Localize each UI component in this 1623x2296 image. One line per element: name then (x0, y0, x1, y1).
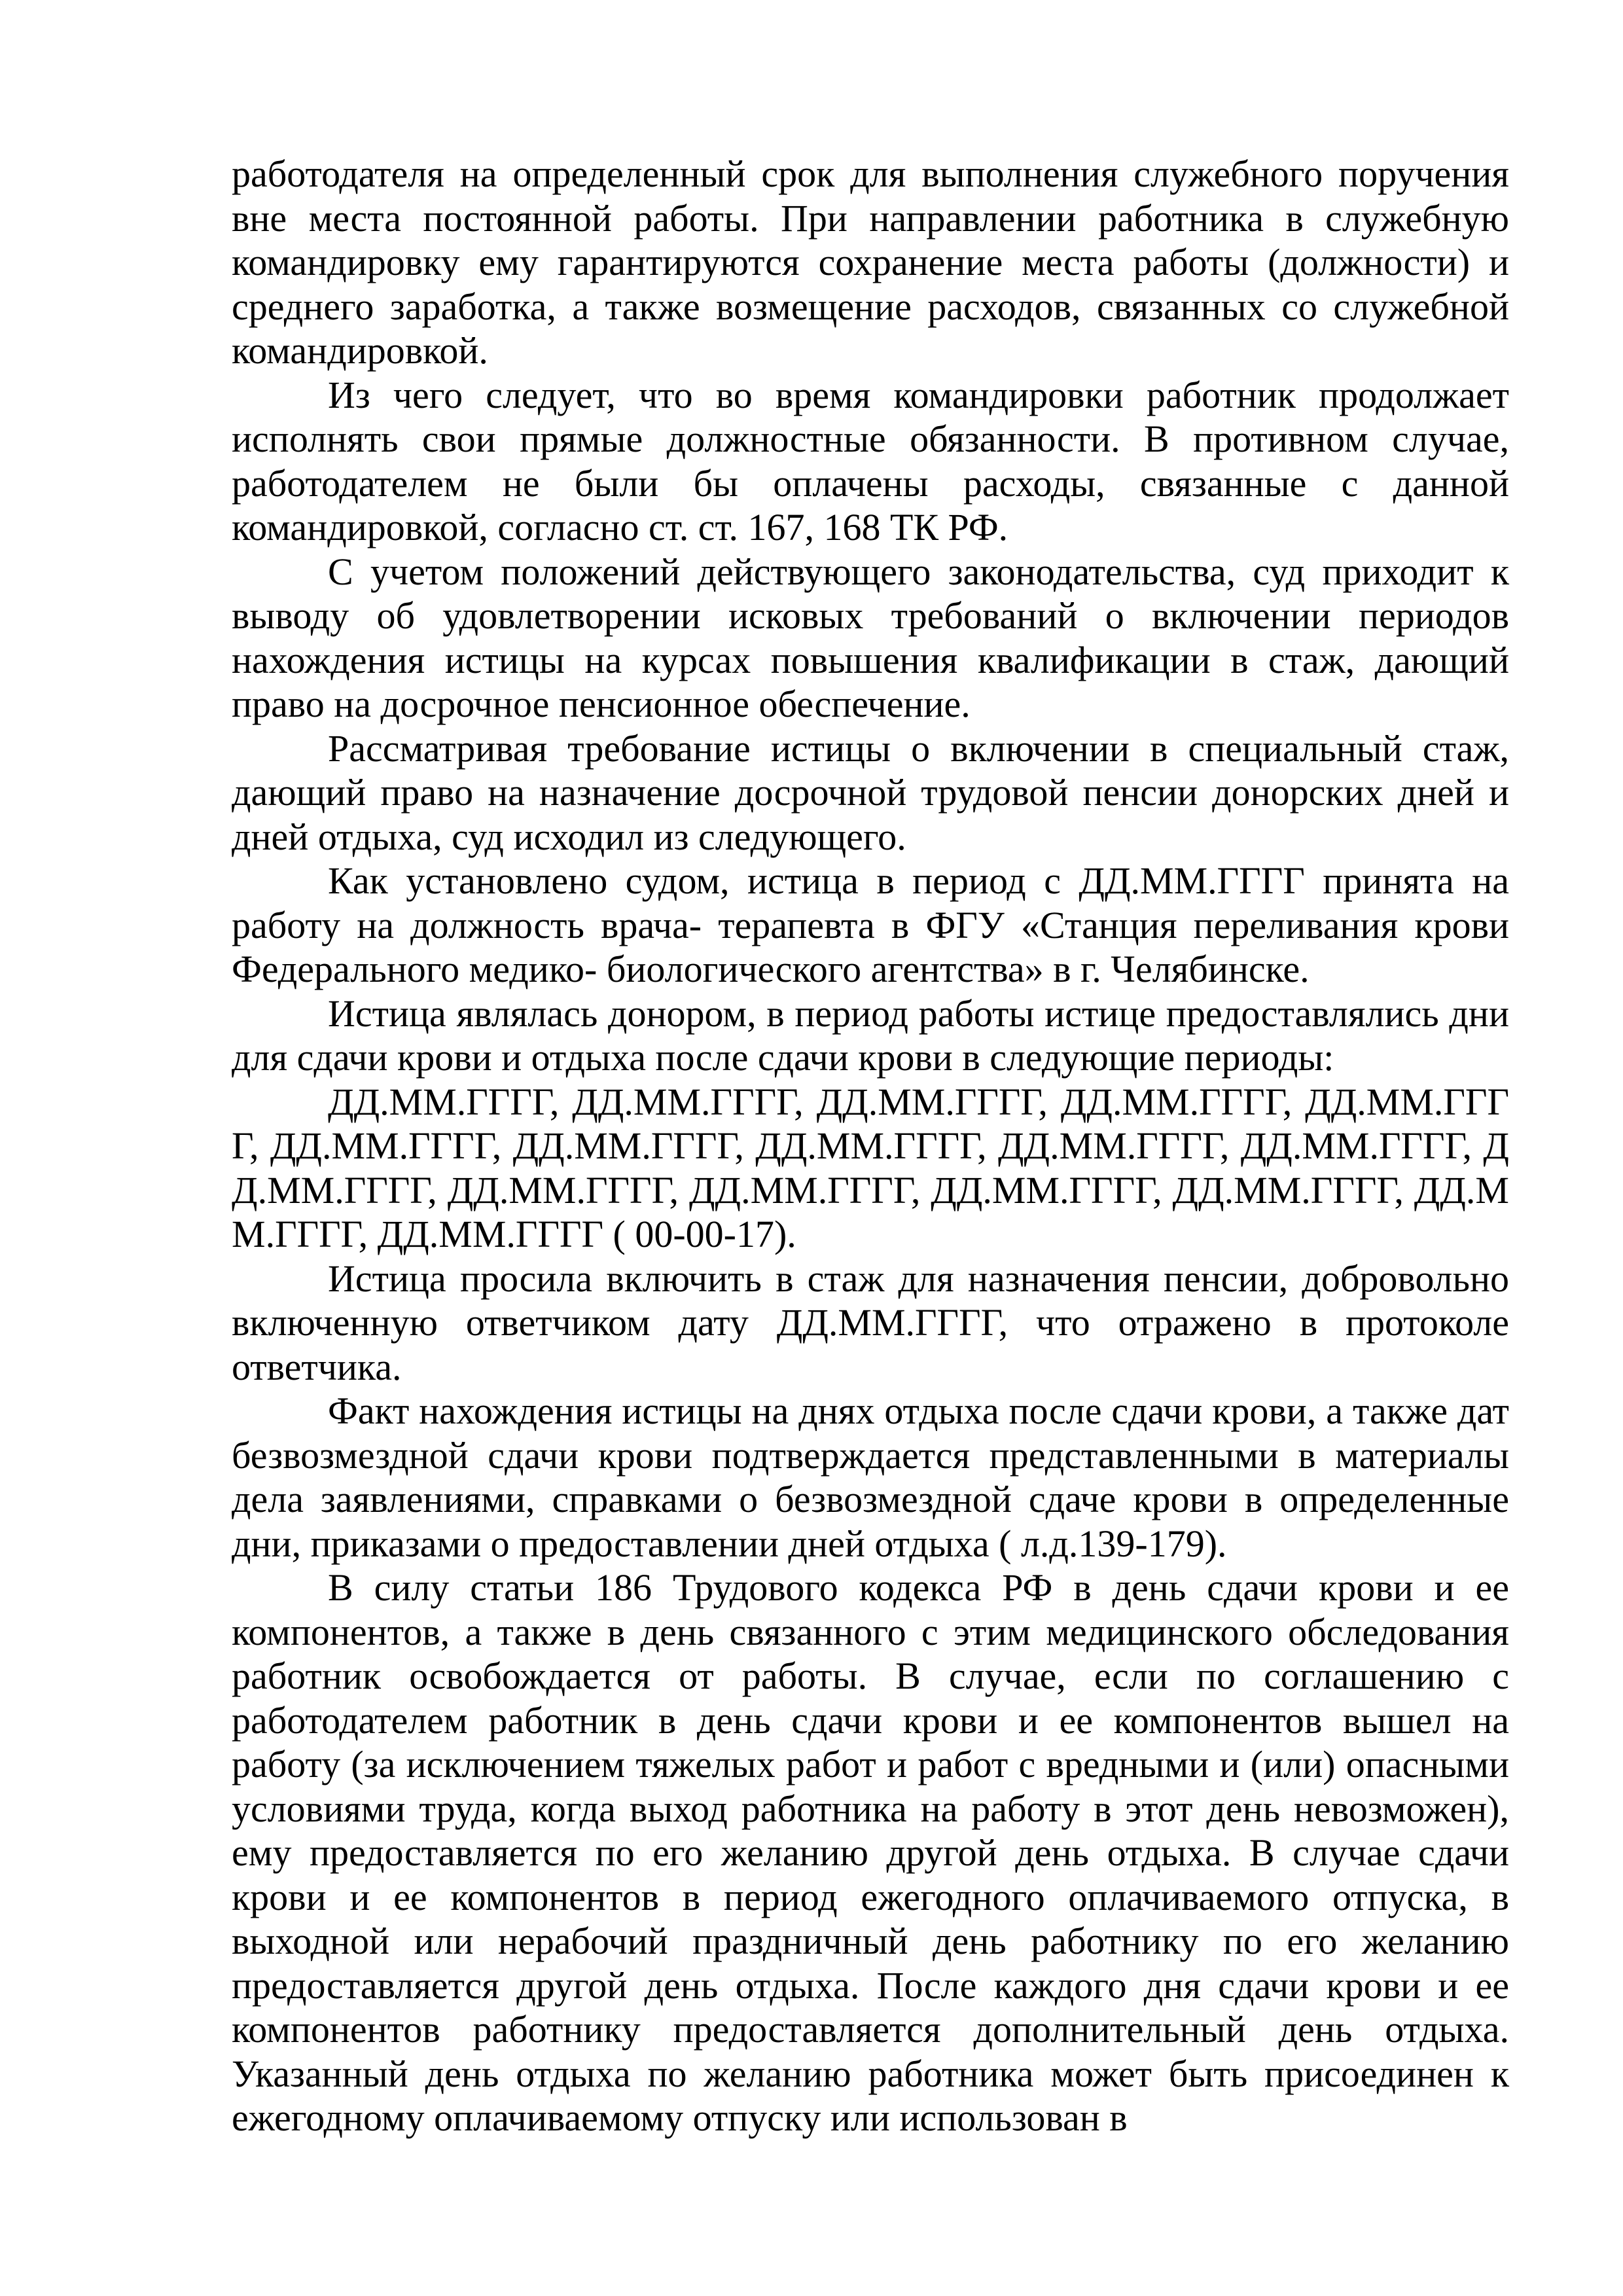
paragraph-donor-dates: ДД.ММ.ГГГГ, ДД.ММ.ГГГГ, ДД.ММ.ГГГГ, ДД.ММ.ГГГГ, ДД.ММ.ГГГГ, ДД.ММ.ГГГГ, ДД.ММ.ГГГГ, ДД.ММ.ГГГГ, ДД.ММ.ГГГГ, ДД.ММ.ГГГГ, ДД.ММ.ГГГГ, ДД.ММ.ГГГГ, ДД.ММ.ГГГГ, ДД.ММ.ГГГГ, ДД.ММ.ГГГГ, ДД.ММ.ГГГГ, ДД.ММ.ГГГГ ( 00-00-17). (232, 1080, 1509, 1255)
paragraph: Рассматривая требование истицы о включении в специальный стаж, дающий право на назначение досрочной трудовой пенсии донорских дней и дней отдыха, суд исходил из следующего. (232, 726, 1509, 858)
text-block (232, 152, 1509, 2140)
paragraph: Факт нахождения истицы на днях отдыха после сдачи крови, а также дат безвозмездной сдачи крови подтверждается представленными в материалы дела заявлениями, справками о безвозмездной сдаче крови в определенные дни, приказами о предоставлении дней отдыха ( л.д.139-179). (232, 1390, 1509, 1565)
paragraph: работодателя на определенный срок для выполнения служебного поручения вне места постоянной работы. При направлении работника в служебную командировку ему гарантируются сохранение места работы (должности) и среднего заработка, а также возмещение расходов, связанных со служебной командировкой. (232, 152, 1509, 372)
paragraph: Истица просила включить в стаж для назначения пенсии, добровольно включенную ответчиком дату ДД.ММ.ГГГГ, что отражено в протоколе ответчика. (232, 1257, 1509, 1388)
paragraph: Истица являлась донором, в период работы истице предоставлялись дни для сдачи крови и отдыха после сдачи крови в следующие периоды: (232, 992, 1509, 1079)
paragraph: Как установлено судом, истица в период с ДД.ММ.ГГГГ принята на работу на должность врача- терапевта в ФГУ «Станция переливания крови Федерального медико- биологического агентства» в г. Челябинске. (232, 859, 1509, 990)
paragraph: В силу статьи 186 Трудового кодекса РФ в день сдачи крови и ее компонентов, а также в день связанного с этим медицинского обследования работник освобождается от работы. В случае, если по соглашению с работодателем работник в день сдачи крови и ее компонентов вышел на работу (за исключением тяжелых работ и работ с вредными и (или) опасными условиями труда, когда выход работника на работу в этот день невозможен), ему предоставляется по его желанию другой день отдыха. В случае сдачи крови и ее компонентов в период ежегодного оплачиваемого отпуска, в выходной или нерабочий праздничный день работнику по его желанию предоставляется другой день отдыха. После каждого дня сдачи крови и ее компонентов работнику предоставляется дополнительный день отдыха. Указанный день отдыха по желанию работника может быть присоединен к ежегодному оплачиваемому отпуску или использован в (232, 1566, 1509, 2139)
paragraph: С учетом положений действующего законодательства, суд приходит к выводу об удовлетворении исковых требований о включении периодов нахождения истицы на курсах повышения квалификации в стаж, дающий право на досрочное пенсионное обеспечение. (232, 550, 1509, 725)
paragraph: Из чего следует, что во время командировки работник продолжает исполнять свои прямые должностные обязанности. В противном случае, работодателем не были бы оплачены расходы, связанные с данной командировкой, согласно ст. ст. 167, 168 ТК РФ. (232, 373, 1509, 548)
